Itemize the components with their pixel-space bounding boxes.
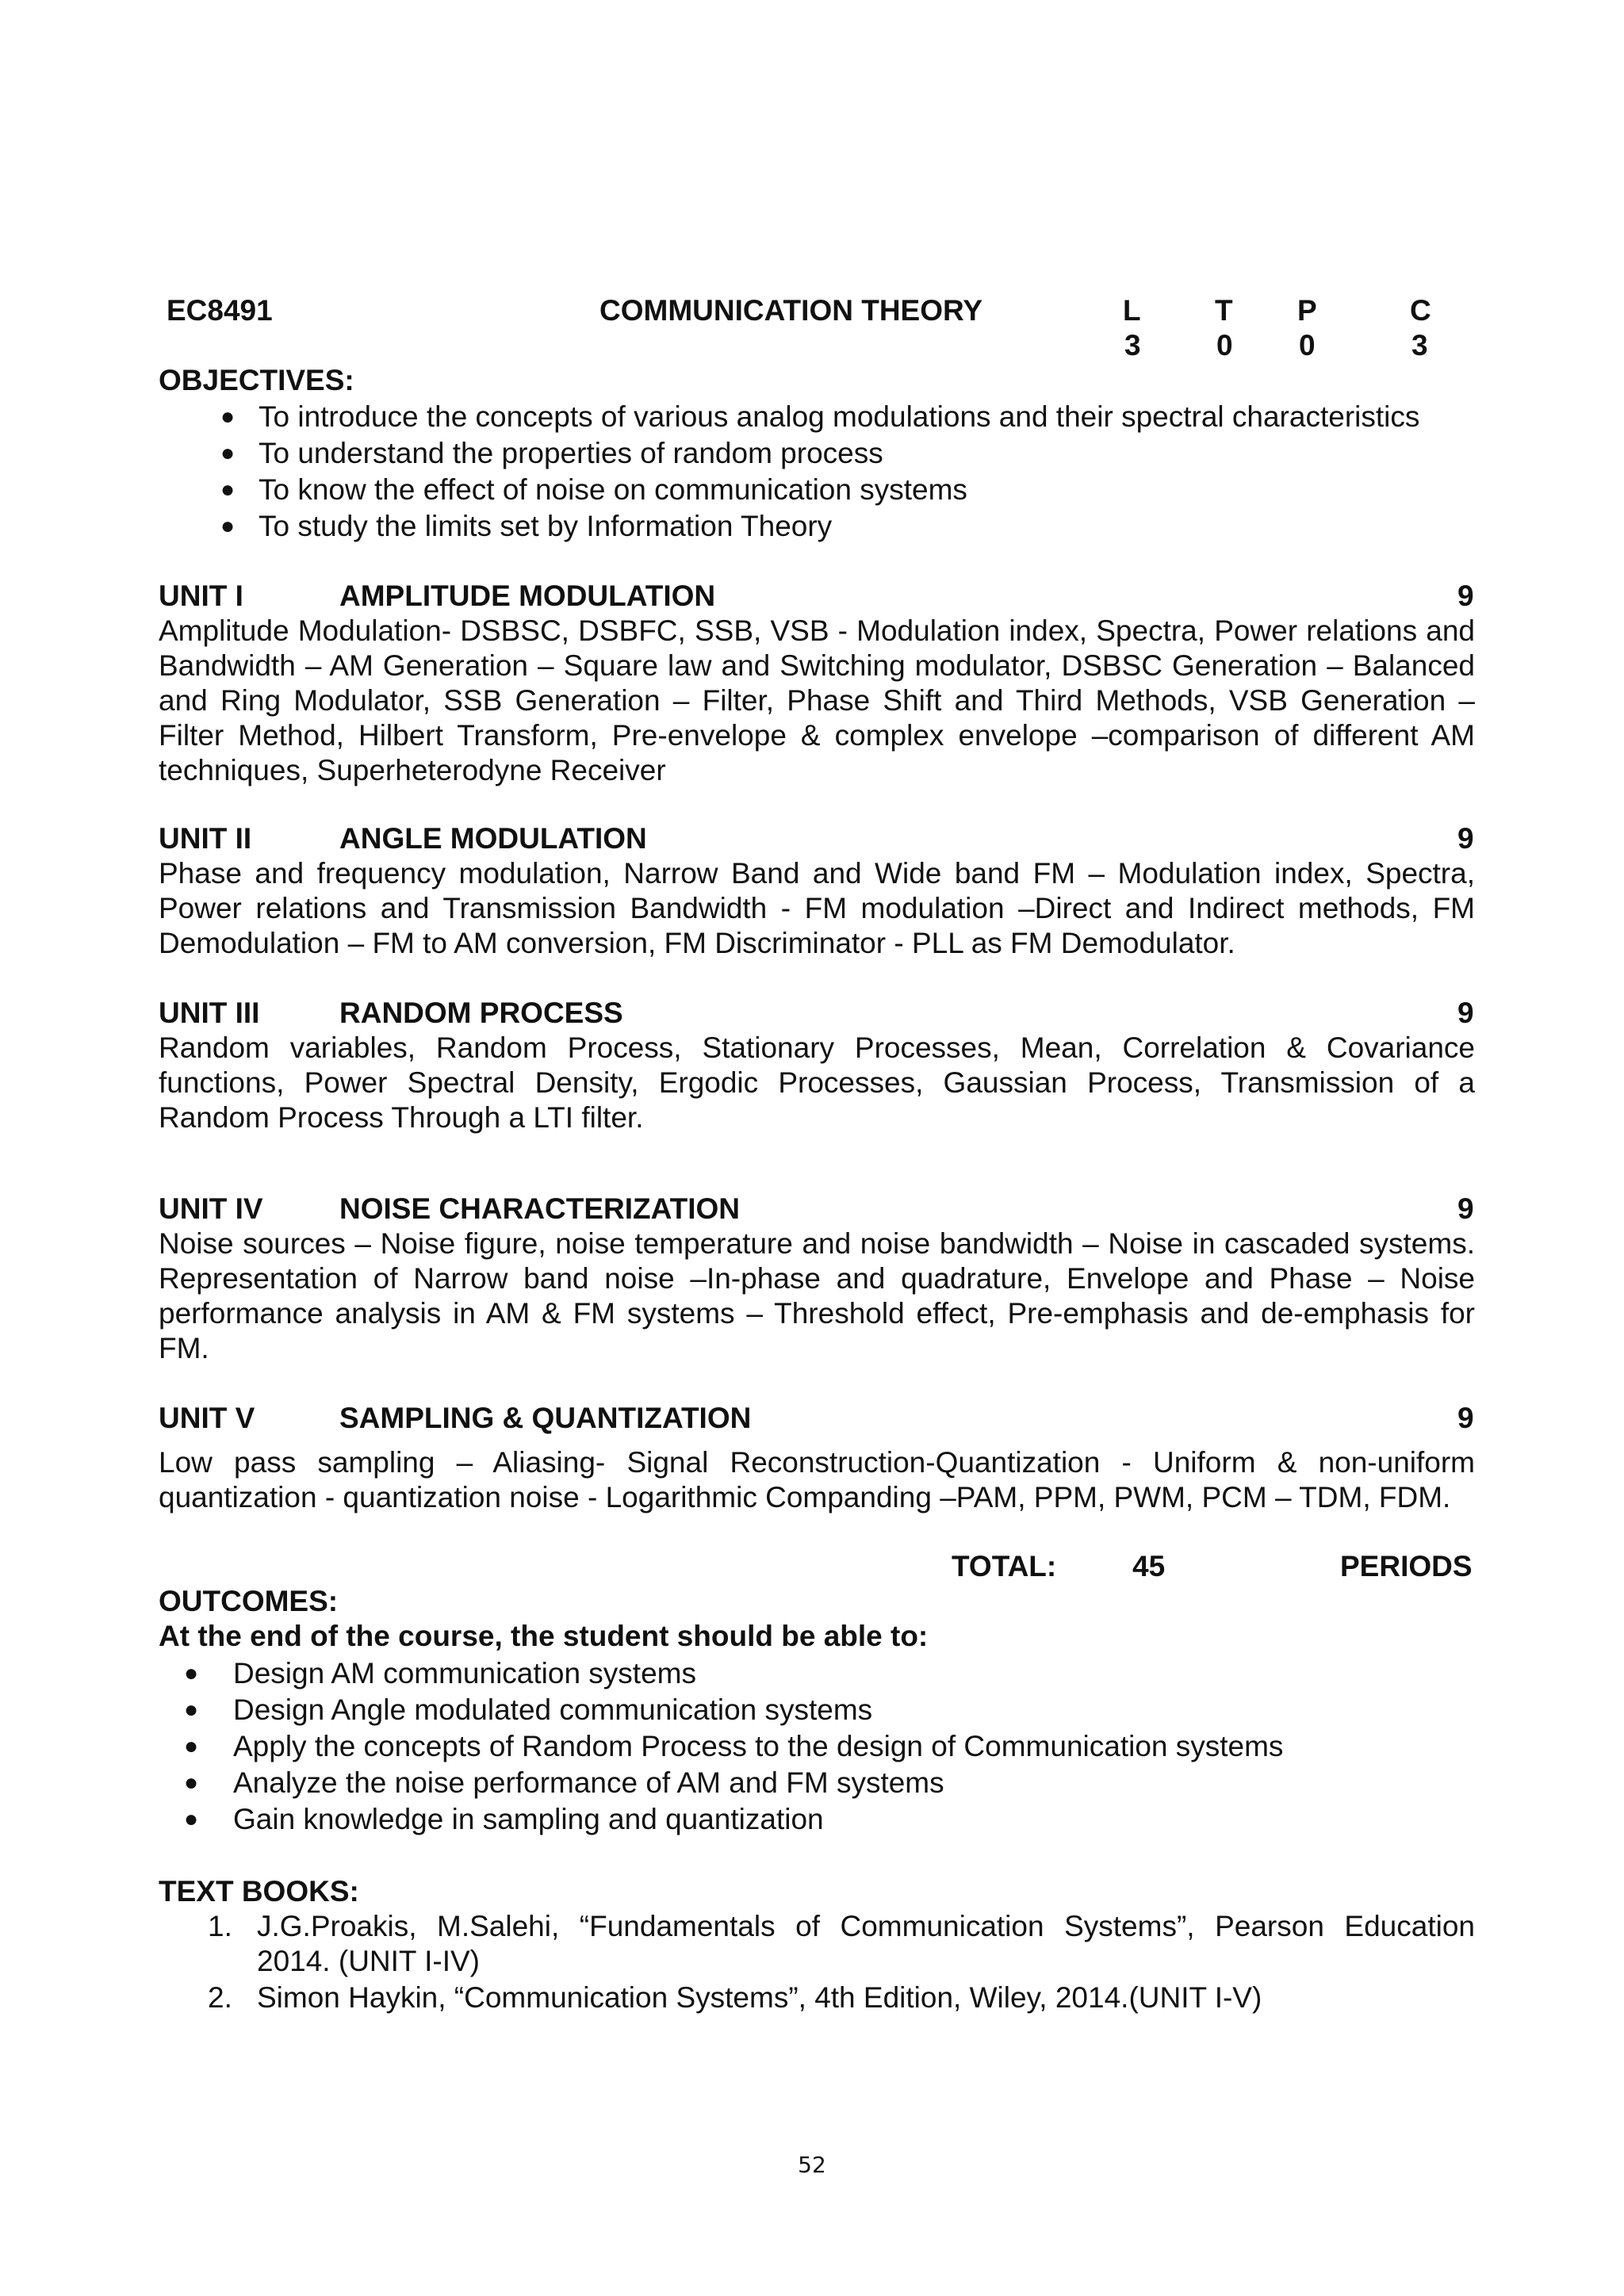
unit-2-body: Phase and frequency modulation, Narrow Band and Wide band FM – Modulation index, Spectra, Power relations and Transmission Bandwidth - FM modulation –Direct and Indirect methods, FM Demodulation – FM to AM conversion, FM Discriminator - PLL as FM Demodulator. — [159, 857, 1475, 959]
unit-4-title: NOISE CHARACTERIZATION — [339, 1192, 740, 1225]
textbook-1-line1: J.G.Proakis, M.Salehi, “Fundamentals of Communication Systems”, Pearson Education — [257, 1910, 1475, 1942]
bullet-icon: ● — [184, 1660, 199, 1686]
unit-2-title: ANGLE MODULATION — [339, 822, 647, 855]
unit-5-label: UNIT V — [159, 1402, 255, 1434]
unit-2-hours: 9 — [1457, 822, 1474, 855]
unit-4-hours: 9 — [1457, 1192, 1474, 1225]
list-item: ● Design AM communication systems — [233, 1655, 1283, 1692]
ltpc-value-c: 3 — [1411, 329, 1428, 362]
bullet-icon: ● — [184, 1806, 199, 1832]
ltpc-label-p: P — [1297, 294, 1317, 327]
list-item: ● To understand the properties of random process — [259, 435, 1419, 472]
list-item: ● To introduce the concepts of various analog modulations and their spectral characteristics — [259, 399, 1419, 435]
bullet-icon: ● — [220, 404, 236, 430]
bullet-icon: ● — [184, 1770, 199, 1796]
total-label: TOTAL: — [952, 1550, 1057, 1582]
list-item: ● To study the limits set by Information Theory — [259, 508, 1419, 545]
unit-3-title: RANDOM PROCESS — [339, 997, 623, 1029]
textbook-2-line1: Simon Haykin, “Communication Systems”, 4th Edition, Wiley, 2014.(UNIT I-V) — [257, 1981, 1262, 2014]
list-item: ● Gain knowledge in sampling and quantization — [233, 1801, 1283, 1838]
textbook-1-number: 1. — [208, 1910, 232, 1942]
unit-1-hours: 9 — [1457, 580, 1474, 612]
course-code: EC8491 — [167, 294, 273, 327]
unit-5-hours: 9 — [1457, 1402, 1474, 1434]
unit-5-title: SAMPLING & QUANTIZATION — [339, 1402, 752, 1434]
unit-3-body: Random variables, Random Process, Stationary Processes, Mean, Correlation & Covariance functions, Power Spectral Density, Ergodic Processes, Gaussian Process, Transmission of a Random Process Through a LTI filter. — [159, 1031, 1475, 1134]
bullet-icon: ● — [220, 476, 236, 503]
unit-5-body: Low pass sampling – Aliasing- Signal Reconstruction-Quantization - Uniform & non-uniform quantization - quantization noise - Logarithmic Companding –PAM, PPM, PWM, PCM – TDM, FDM. — [159, 1446, 1475, 1513]
list-item: ● Design Angle modulated communication systems — [233, 1692, 1283, 1728]
textbooks-heading: TEXT BOOKS: — [159, 1875, 359, 1908]
bullet-icon: ● — [184, 1697, 199, 1723]
ltpc-label-t: T — [1215, 294, 1233, 327]
total-value: 45 — [1132, 1550, 1166, 1582]
unit-2-label: UNIT II — [159, 822, 252, 855]
total-unit: PERIODS — [1340, 1550, 1473, 1582]
unit-4-label: UNIT IV — [159, 1192, 263, 1225]
bullet-icon: ● — [184, 1733, 199, 1759]
unit-3-hours: 9 — [1457, 997, 1474, 1029]
ltpc-value-l: 3 — [1124, 329, 1141, 362]
unit-4-body: Noise sources – Noise figure, noise temperature and noise bandwidth – Noise in cascaded systems. Representation of Narrow band noise –In-phase and quadrature, Envelope and Phase – Noise performance analysis in AM & FM systems – Threshold effect, Pre-emphasis and de-emphasis for FM. — [159, 1227, 1475, 1364]
unit-1-label: UNIT I — [159, 580, 243, 612]
unit-1-title: AMPLITUDE MODULATION — [339, 580, 716, 612]
textbook-2-number: 2. — [208, 1981, 232, 2014]
unit-1-body: Amplitude Modulation- DSBSC, DSBFC, SSB, VSB - Modulation index, Spectra, Power relations and Bandwidth – AM Generation – Square law and Switching modulator, DSBSC Generation – Balanced and Ring Modulator, SSB Generation – Filter, Phase Shift and Third Methods, VSB Generation – Filter Method, Hilbert Transform, Pre-envelope & complex envelope –comparison of different AM techniques, Superheterodyne Receiver — [159, 614, 1475, 786]
ltpc-label-l: L — [1123, 294, 1141, 327]
ltpc-label-c: C — [1410, 294, 1431, 327]
ltpc-value-p: 0 — [1299, 329, 1316, 362]
list-item: ● Analyze the noise performance of AM and FM systems — [233, 1765, 1283, 1801]
textbook-1-line2: 2014. (UNIT I-IV) — [257, 1945, 481, 1977]
outcomes-intro: At the end of the course, the student should be able to: — [159, 1620, 929, 1652]
outcomes-list — [184, 1655, 1284, 1838]
bullet-icon: ● — [220, 440, 236, 466]
course-title: COMMUNICATION THEORY — [599, 294, 983, 327]
objectives-list — [220, 399, 1420, 545]
list-item: ● Apply the concepts of Random Process to the design of Communication systems — [233, 1728, 1283, 1765]
outcomes-heading: OUTCOMES: — [159, 1585, 339, 1617]
unit-3-label: UNIT III — [159, 997, 260, 1029]
ltpc-value-t: 0 — [1216, 329, 1233, 362]
list-item: ● To know the effect of noise on communication systems — [259, 472, 1419, 508]
bullet-icon: ● — [220, 513, 236, 539]
objectives-heading: OBJECTIVES: — [159, 364, 354, 396]
page-number: 52 — [798, 2152, 826, 2178]
